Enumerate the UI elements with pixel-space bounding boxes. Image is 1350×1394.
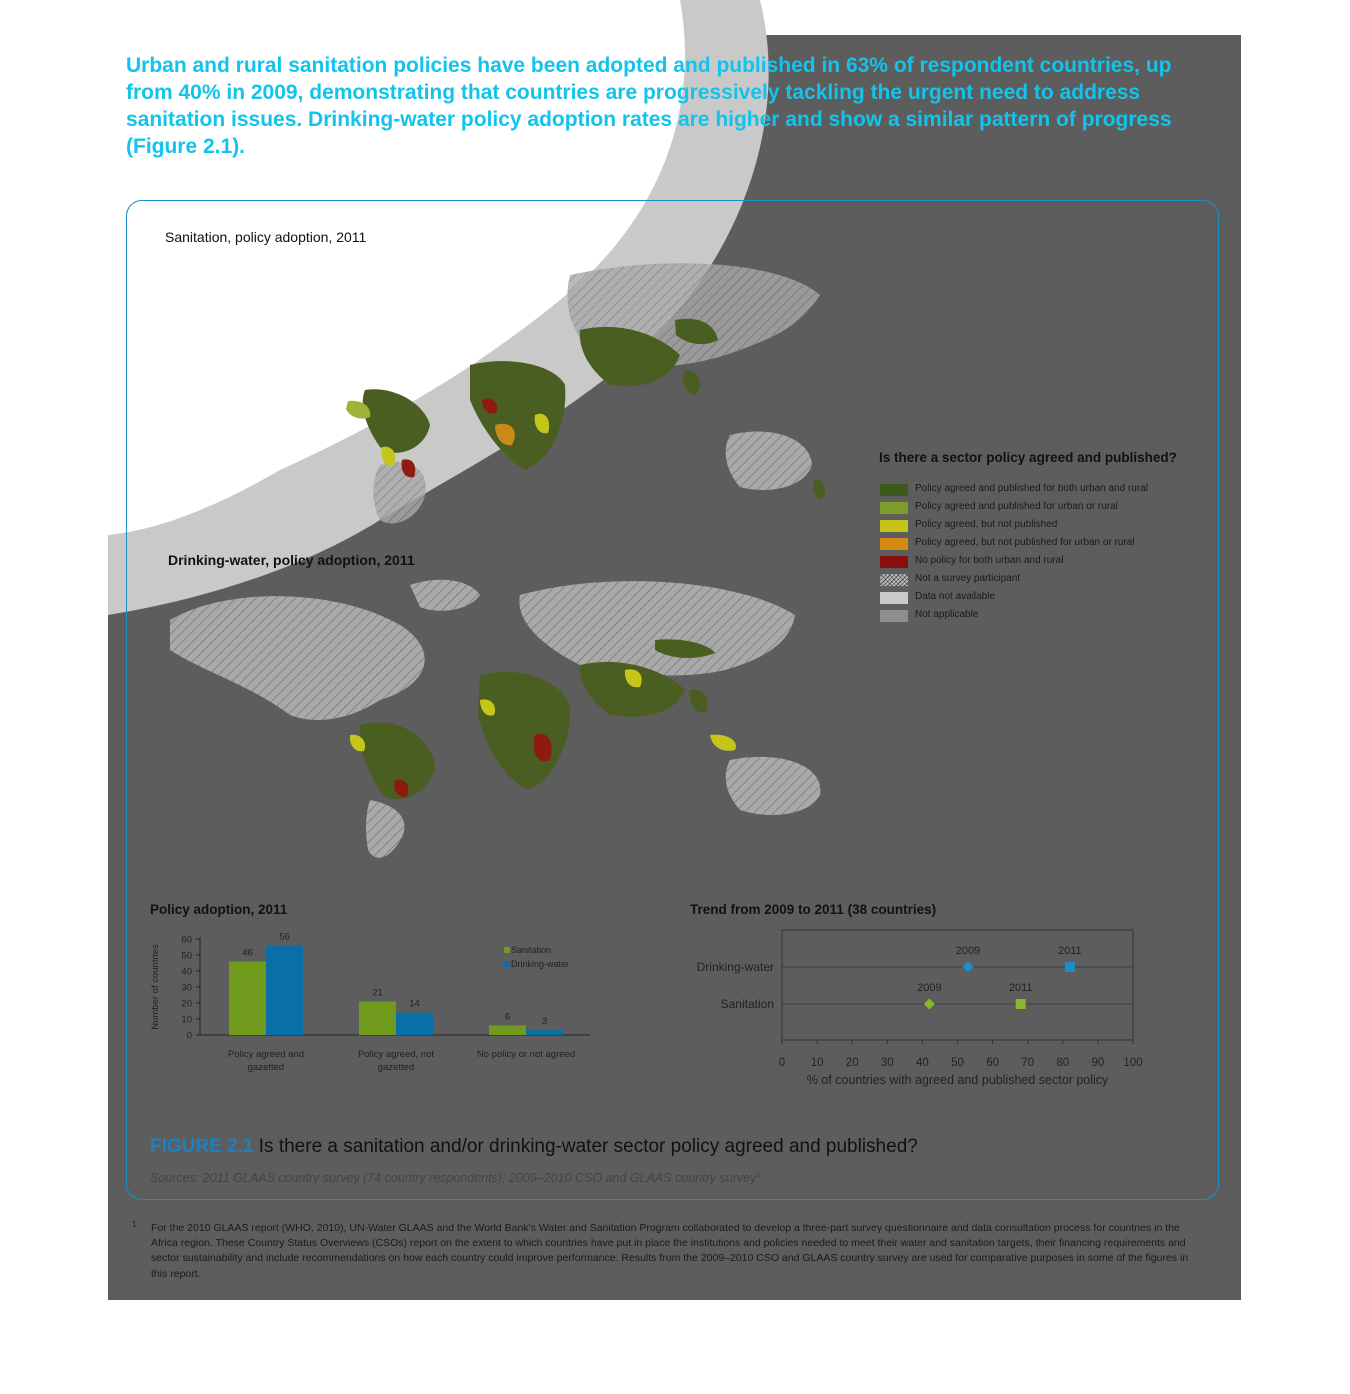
figure-caption-text: Is there a sanitation and/or drinking-water sector policy agreed and published?: [258, 1136, 918, 1157]
trend-point-label: 2011: [1008, 982, 1033, 994]
bar-drinking-water: [266, 945, 303, 1035]
x-tick-label: 80: [1056, 1057, 1070, 1069]
sources-footnote-ref: 1: [756, 1171, 761, 1179]
y-tick-label: 50: [181, 950, 192, 962]
category-label: gazetted: [247, 1062, 285, 1073]
y-tick-label: 20: [181, 998, 192, 1010]
category-label: gazetted: [377, 1062, 415, 1073]
bar-sanitation: [489, 1025, 526, 1035]
trend-point-label: 2009: [917, 982, 942, 994]
x-tick-label: 40: [916, 1057, 929, 1069]
row-label: Sanitation: [720, 997, 774, 1011]
x-axis-label: % of countries with agreed and published sector policy: [806, 1073, 1109, 1087]
bar-sanitation: [229, 961, 266, 1035]
sources-text: Sources: 2011 GLAAS country survey (74 country respondents); 2009–2010 CSO and GLAAS country survey: [150, 1171, 757, 1185]
figure-number: FIGURE 2.1: [150, 1136, 254, 1157]
bar-chart-title: Policy adoption, 2011: [150, 902, 288, 917]
footnote-text: For the 2010 GLAAS report (WHO, 2010), UN-Water GLAAS and the World Bank's Water and Sanitation Program collaborated to develop a three-part survey questionnaire and data consultation process for countries in the Africa region. These Country Status Overviews (CSOs) report on the extent to which countries have put in place the institutions and policies needed to meet their water and sanitation targets, their financing requirements and sector sustainability and include recommendations on how each country could improve performance. Results from the 2009–2010 CSO and GLAAS country survey are used for comparative purposes in some of the figures in this report.: [151, 1222, 1189, 1280]
legend-swatch: [880, 556, 908, 568]
bar-legend-label: Sanitation: [511, 945, 552, 955]
footnote-marker: 1: [132, 1220, 137, 1229]
x-tick-label: 10: [810, 1057, 824, 1069]
bar-value-label: 46: [242, 947, 253, 959]
bar-legend-swatch: [504, 947, 510, 953]
x-tick-label: 100: [1123, 1057, 1143, 1069]
bar-drinking-water: [396, 1013, 433, 1035]
drinking-water-world-map: [140, 575, 860, 860]
category-label: No policy or not agreed: [476, 1049, 576, 1060]
x-tick-label: 70: [1021, 1057, 1035, 1069]
y-axis-label: Number of countries: [150, 944, 161, 1030]
y-tick-label: 40: [181, 966, 192, 978]
trend-chart-title: Trend from 2009 to 2011 (38 countries): [690, 902, 937, 917]
y-tick-label: 10: [181, 1014, 192, 1026]
legend-label: No policy for both urban and rural: [915, 555, 1064, 566]
legend-swatch: [880, 484, 908, 496]
bar-legend-swatch: [504, 961, 510, 967]
bar-legend-label: Drinking-water: [511, 959, 570, 969]
trend-scatter-chart: [680, 920, 1160, 1095]
legend-heading: Is there a sector policy agreed and published?: [879, 450, 1177, 465]
bar-drinking-water: [526, 1030, 563, 1035]
trend-point-label: 2011: [1057, 945, 1082, 957]
trend-marker: [1016, 999, 1026, 1009]
legend-swatch: [880, 520, 908, 532]
bar-value-label: 3: [541, 1016, 548, 1028]
legend-label: Not a survey participant: [915, 573, 1021, 584]
trend-marker: [963, 962, 974, 973]
trend-marker: [1065, 962, 1075, 972]
x-tick-label: 90: [1091, 1057, 1105, 1069]
legend-swatch: [880, 538, 908, 550]
intro-paragraph: Urban and rural sanitation policies have been adopted and published in 63% of respondent countries, up from 40% in 2009, demonstrating that countries are progressively tackling the urgent need to address sanitation issues. Drinking-water policy adoption rates are higher and show a similar pattern of progress (Figure 2.1).: [126, 54, 1172, 158]
legend-label: Not applicable: [915, 609, 979, 620]
y-tick-label: 30: [181, 982, 192, 994]
legend-swatch: [880, 502, 908, 514]
sanitation-world-map: [140, 255, 860, 530]
y-tick-label: 60: [181, 934, 192, 946]
y-tick-label: 0: [186, 1030, 192, 1042]
x-tick-label: 0: [778, 1057, 786, 1069]
legend-label: Policy agreed and published for both urban and rural: [915, 483, 1148, 494]
x-tick-label: 50: [951, 1057, 964, 1069]
category-label: Policy agreed and: [227, 1049, 305, 1060]
legend-label: Policy agreed, but not published for urban or rural: [915, 537, 1135, 548]
trend-marker: [924, 999, 935, 1010]
drinking-water-map-title: Drinking-water, policy adoption, 2011: [168, 552, 415, 568]
legend-swatch: [880, 592, 908, 604]
legend-swatch: [880, 574, 908, 586]
legend-label: Policy agreed and published for urban or rural: [915, 501, 1118, 512]
legend-label: Data not available: [915, 591, 996, 602]
bar-sanitation: [359, 1001, 396, 1035]
bar-value-label: 56: [279, 931, 290, 943]
legend-swatch: [880, 610, 908, 622]
x-tick-label: 20: [845, 1057, 859, 1069]
figure-sources: [150, 1171, 760, 1185]
bar-value-label: 21: [372, 987, 383, 999]
category-label: Policy agreed, not: [357, 1049, 435, 1060]
policy-adoption-bar-chart: [140, 925, 590, 1075]
row-label: Drinking-water: [696, 960, 774, 974]
trend-point-label: 2009: [955, 945, 981, 957]
x-tick-label: 60: [986, 1057, 999, 1069]
figure-caption: [150, 1136, 918, 1158]
sanitation-map-title: Sanitation, policy adoption, 2011: [165, 229, 367, 245]
x-tick-label: 30: [880, 1057, 894, 1069]
bar-value-label: 6: [504, 1011, 511, 1023]
legend-label: Policy agreed, but not published: [915, 519, 1058, 530]
bar-value-label: 14: [409, 998, 420, 1010]
